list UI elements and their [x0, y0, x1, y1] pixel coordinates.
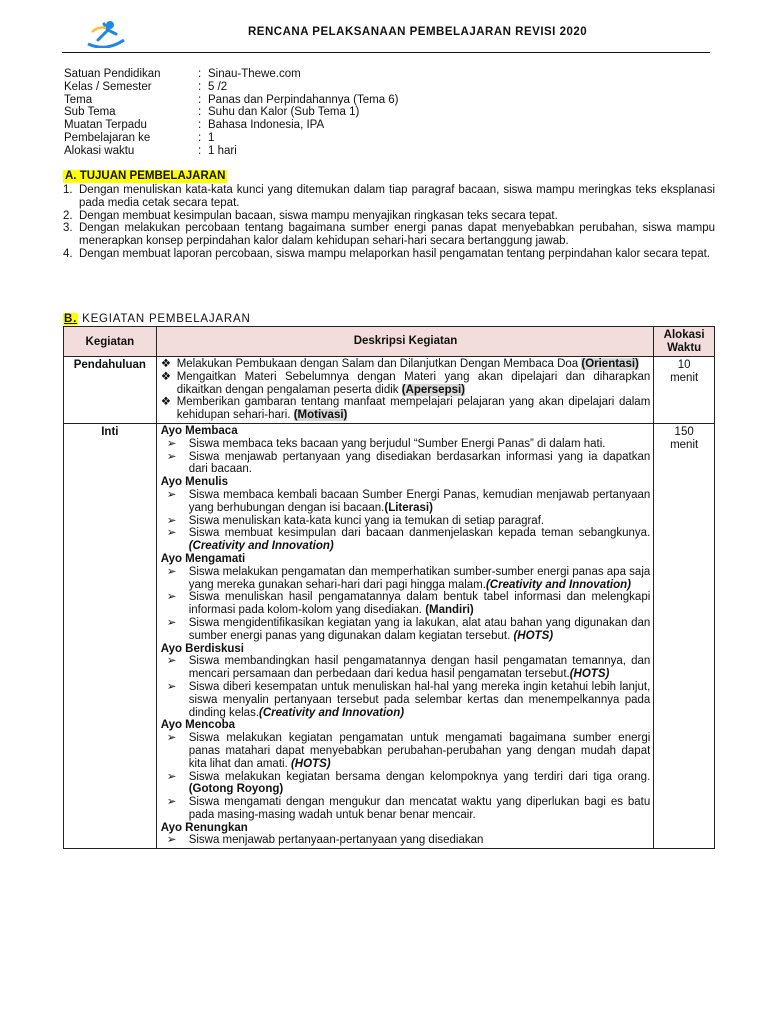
list-item: ➢ Siswa mengidentifikasikan kegiatan yang ia lakukan, alat atau bahan yang digunakan dan sumber energi panas yang digunakan dalam kegiatan tersebut. (HOTS) — [161, 617, 651, 643]
col-header-kegiatan: Kegiatan — [64, 327, 157, 357]
learning-goals — [63, 184, 715, 261]
list-item: ➢ Siswa menjawab pertanyaan yang disediakan berdasarkan informasi yang ia dapatkan dari bacaan. — [161, 451, 651, 477]
info-row: Muatan Terpadu : Bahasa Indonesia, IPA — [64, 119, 325, 132]
diamond-bullet-icon: ❖ — [160, 358, 171, 370]
list-item: ➢ Siswa membaca teks bacaan yang berjudul “Sumber Energi Panas” di dalam hati. — [161, 438, 651, 451]
info-row: Tema : Panas dan Perpindahannya (Tema 6) — [64, 93, 399, 106]
arrow-bullet-icon: ➢ — [166, 770, 177, 783]
list-item: ➢ Siswa membaca kembali bacaan Sumber Energi Panas, kemudian menjawab pertanyaan yang berhubungan dengan isi bacaan.(Literasi) — [161, 489, 651, 515]
info-value: Panas dan Perpindahannya (Tema 6) — [208, 93, 399, 106]
group-title: Ayo Mengamati — [160, 552, 246, 565]
row-label: Pendahuluan — [64, 357, 157, 424]
info-row: Sub Tema : Suhu dan Kalor (Sub Tema 1) — [64, 106, 360, 119]
info-row: Kelas / Semester : 5 /2 — [64, 80, 228, 93]
list-item: ➢ Siswa mengamati dengan mengukur dan mencatat waktu yang diperlukan bagi es batu pada masing-masing wadah untuk benar benar mencair. — [161, 796, 651, 822]
goal-item: 3. Dengan melakukan percobaan tentang bagaimana sumber energi panas dapat menyebabkan perubahan, siswa mampu menerapkan konsep perpindahan kalor dalam kehidupan sehari-hari secara bertanggung jawab. — [63, 222, 715, 248]
table-row-inti — [64, 423, 715, 848]
arrow-bullet-icon: ➢ — [166, 565, 177, 578]
info-value: 5 /2 — [208, 80, 228, 93]
col-header-alokasi: Alokasi Waktu — [654, 327, 715, 357]
arrow-bullet-icon: ➢ — [166, 680, 177, 693]
diamond-bullet-icon: ❖ — [160, 396, 171, 409]
arrow-bullet-icon: ➢ — [166, 514, 177, 527]
arrow-bullet-icon: ➢ — [166, 834, 177, 847]
section-a-heading: A. TUJUAN PEMBELAJARAN — [65, 170, 226, 182]
identity-info — [64, 68, 399, 158]
group-title: Ayo Berdiskusi — [160, 642, 244, 655]
goal-item: 1. Dengan menuliskan kata-kata kunci yang ditemukan dalam tiap paragraf bacaan, siswa mampu meringkas teks eksplanasi pada media cetak secara tepat. — [63, 184, 715, 209]
arrow-bullet-icon: ➢ — [166, 591, 177, 604]
arrow-bullet-icon: ➢ — [166, 655, 177, 668]
row-label: Inti — [64, 423, 157, 848]
arrow-bullet-icon: ➢ — [166, 450, 177, 463]
tut-wuri-handayani-logo — [84, 18, 128, 48]
info-value: 1 hari — [208, 144, 237, 157]
info-row: Satuan Pendidikan : Sinau-Thewe.com — [64, 68, 301, 80]
row-description — [156, 423, 654, 848]
list-item: ❖ Memberikan gambaran tentang manfaat mempelajari pelajaran yang akan dipelajari dalam kehidupan sehari-hari. (Motivasi) — [160, 396, 651, 422]
list-item: ➢ Siswa membandingkan hasil pengamatannya dengan hasil pengamatan temannya, dan mencari persamaan dan perbedaan dari kedua hasil pengamatan tersebut.(HOTS) — [161, 655, 651, 681]
arrow-bullet-icon: ➢ — [166, 732, 177, 745]
info-row: Pembelajaran ke : 1 — [64, 131, 215, 144]
list-item: ➢ Siswa menjawab pertanyaan-pertanyaan yang disediakan — [161, 834, 651, 847]
arrow-bullet-icon: ➢ — [166, 488, 177, 501]
goal-item: 2. Dengan membuat kesimpulan bacaan, siswa mampu menyajikan ringkasan teks secara tepat. — [63, 209, 558, 222]
info-value: 1 — [208, 131, 215, 144]
header-divider — [62, 52, 710, 53]
table-row-pendahuluan — [64, 357, 715, 424]
info-row: Alokasi waktu : 1 hari — [64, 144, 237, 157]
activities-table — [63, 326, 715, 849]
list-item: ➢ Siswa membuat kesimpulan dari bacaan danmenjelaskan kepada teman sebangkunya.(Creativity and Innovation) — [161, 527, 651, 553]
row-time: 10 menit — [654, 357, 715, 424]
info-value: Sinau-Thewe.com — [208, 68, 301, 80]
list-item: ❖ Melakukan Pembukaan dengan Salam dan Dilanjutkan Dengan Membaca Doa (Orientasi) — [160, 358, 639, 370]
list-item: ➢ Siswa diberi kesempatan untuk menuliskan hal-hal yang mereka ingin ketahui lebih lanjut, siswa menyalin pertanyaan tersebut pada selembar kertas dan menempelkannya pada dinding kelas.(Creativity and Innovation) — [161, 681, 651, 719]
info-value: Suhu dan Kalor (Sub Tema 1) — [208, 106, 360, 119]
list-item: ❖ Mengaitkan Materi Sebelumnya dengan Materi yang akan dipelajari dan diharapkan dikaitkan dengan pengalaman peserta didik (Apersepsi) — [160, 370, 651, 396]
col-header-deskripsi: Deskripsi Kegiatan — [156, 327, 654, 357]
row-time: 150 menit — [654, 423, 715, 848]
group-title: Ayo Mencoba — [160, 719, 236, 732]
diamond-bullet-icon: ❖ — [160, 370, 171, 383]
group-title: Ayo Renungkan — [160, 821, 248, 834]
arrow-bullet-icon: ➢ — [166, 437, 177, 450]
list-item: ➢ Siswa menuliskan kata-kata kunci yang ia temukan di setiap paragraf. — [161, 515, 651, 528]
section-b-heading: B. KEGIATAN PEMBELAJARAN — [64, 313, 251, 325]
row-description — [156, 357, 654, 424]
list-item: ➢ Siswa melakukan kegiatan bersama dengan kelompoknya yang terdiri dari tiga orang. (Gotong Royong) — [161, 771, 651, 797]
goal-item: 4. Dengan membuat laporan percobaan, siswa mampu melaporkan hasil pengamatan tentang perpindahan kalor secara tepat. — [63, 247, 710, 260]
info-value: Bahasa Indonesia, IPA — [208, 119, 325, 132]
arrow-bullet-icon: ➢ — [166, 527, 177, 540]
group-title: Ayo Menulis — [160, 476, 228, 489]
group-title: Ayo Membaca — [160, 424, 238, 437]
arrow-bullet-icon: ➢ — [166, 796, 177, 809]
arrow-bullet-icon: ➢ — [166, 616, 177, 629]
list-item: ➢ Siswa melakukan kegiatan pengamatan untuk mengamati bagaimana sumber energi panas matahari dapat menyebabkan perubahan-perubahan yang dengan mudah dapat kita lihat dan amati. (HOTS) — [161, 732, 651, 770]
list-item: ➢ Siswa melakukan pengamatan dan memperhatikan sumber-sumber energi panas apa saja yang mereka gunakan sehari-hari dari pagi hingga malam.(Creativity and Innovation) — [161, 566, 651, 592]
list-item: ➢ Siswa menuliskan hasil pengamatannya dalam bentuk tabel informasi dan melengkapi informasi pada kolom-kolom yang disediakan. (Mandiri) — [161, 591, 651, 617]
document-title: RENCANA PELAKSANAAN PEMBELAJARAN REVISI 2020 — [248, 26, 588, 38]
